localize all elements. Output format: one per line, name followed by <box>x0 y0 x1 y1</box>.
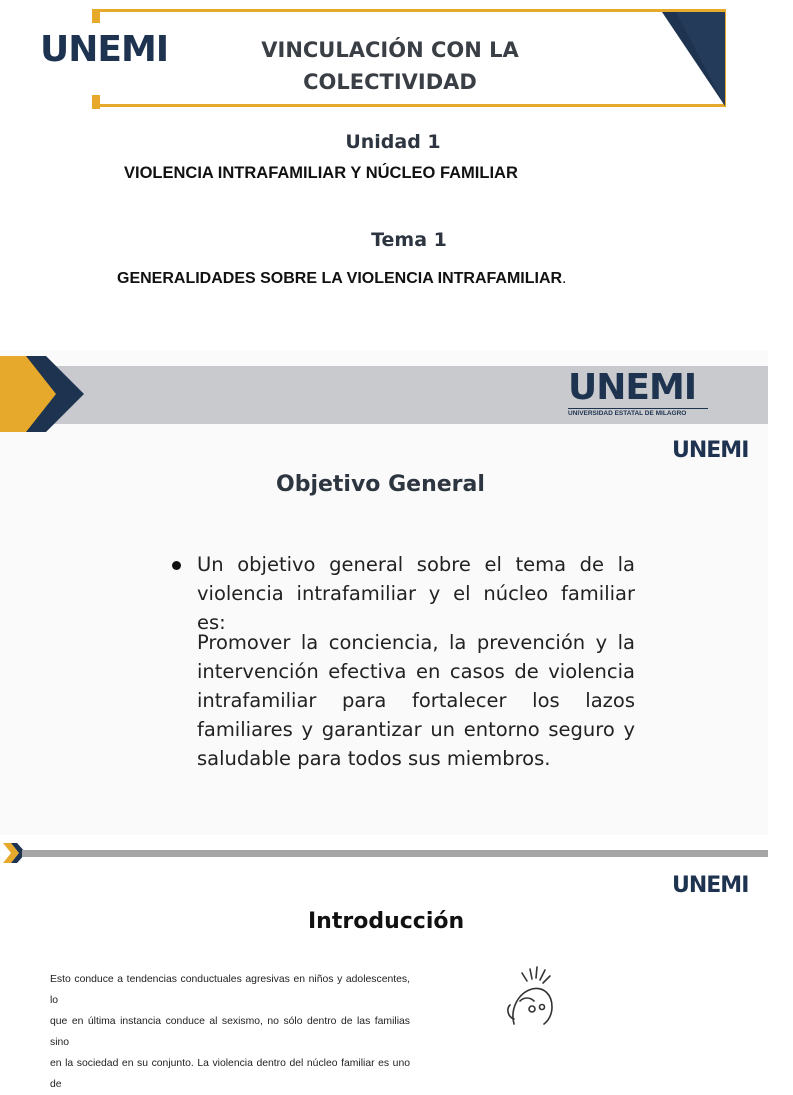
corner-logo: UNEMI <box>672 873 749 898</box>
intro-paragraph <box>50 969 410 1095</box>
sketch-illustration <box>480 965 570 1024</box>
objective-text: Promover la conciencia, la prevención y la intervención efectiva en casos de violencia intrafamiliar para fortalecer los lazos familiares y garantizar un entorno seguro y saludable para todos sus miembros. <box>197 631 635 770</box>
topic-label: Tema 1 <box>371 229 447 251</box>
header-frame-accent <box>92 95 100 109</box>
intro-line: Esto conduce a tendencias conductuales agresivas en niños y adolescentes, lo <box>50 974 410 1006</box>
section-heading: Introducción <box>308 909 465 934</box>
bullet-text: Un objetivo general sobre el tema de la violencia intrafamiliar y el núcleo familiar es: <box>197 553 635 634</box>
banner-logo <box>568 368 708 417</box>
header-title: VINCULACIÓN CON LA COLECTIVIDAD <box>261 38 519 94</box>
unemi-logo: UNEMI <box>40 29 169 70</box>
intro-line: que en última instancia conduce al sexismo, no sólo dentro de las familias sino <box>50 1016 410 1048</box>
header-frame-accent <box>92 9 100 23</box>
unit-title: VIOLENCIA INTRAFAMILIAR Y NÚCLEO FAMILIAR <box>124 164 518 182</box>
slide-title <box>0 0 768 350</box>
corner-logo: UNEMI <box>672 438 749 463</box>
intro-line: en la sociedad en su conjunto. La violencia dentro del núcleo familiar es uno de <box>50 1058 410 1090</box>
divider-line <box>22 850 768 857</box>
unit-label: Unidad 1 <box>345 131 441 153</box>
section-heading: Objetivo General <box>276 472 485 497</box>
bullet-dot <box>172 561 181 570</box>
topic-title: GENERALIDADES SOBRE LA VIOLENCIA INTRAFAMILIAR. <box>117 270 567 287</box>
slide-objective <box>0 350 768 835</box>
corner-triangle <box>662 9 728 109</box>
banner-logo-text: UNEMI <box>568 367 697 408</box>
slide-introduction <box>0 835 768 1090</box>
chevron-arrow-icon <box>0 350 90 440</box>
banner-logo-subtitle: UNIVERSIDAD ESTATAL DE MILAGRO <box>568 408 708 417</box>
